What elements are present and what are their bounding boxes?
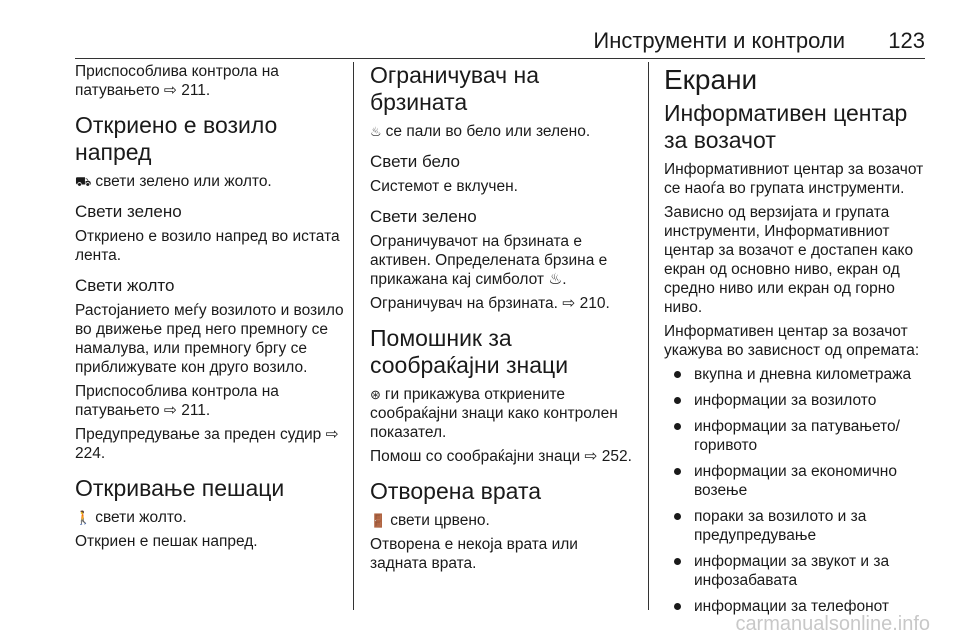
pedestrian-icon: 🚶 [75,510,92,525]
signs-line [370,385,632,442]
lit-green-text: Откриено е возило напред во истата лента. [75,228,340,264]
vehicle-ahead-icon: ⛟ [75,174,92,189]
lit-yellow-text: Растојанието меѓу возилото и возило во движење пред него премногу се намалува, или премногу бргу се приближувате кон друго возило. [75,302,344,376]
signs-reference: Помош со сообраќајни знаци ⇨ 252. [370,448,632,465]
running-title: Инструменти и контроли [593,28,845,53]
list-item: вкупна и дневна километража [664,365,926,384]
heading-pedestrian-detection: Откривање пешаци [75,475,285,501]
list-item: информации за патувањето/ горивото [664,417,926,455]
limiter-text: се пали во бело или зелено. [385,123,591,140]
heading-screens: Екрани [664,64,758,95]
door-line [370,511,632,530]
dic-indicates: Информативен центар за возачот укажува во зависност од опремата: [664,323,920,359]
heading-lit-green: Свети зелено [75,202,182,221]
heading-door-open: Отворена врата [370,478,542,504]
limiter-line [370,122,632,141]
column-3 [664,62,926,623]
page-number: 123 [888,28,925,53]
heading-speed-limiter: Ограничувач на брзината [370,62,540,115]
door-open-icon: 🚪 [370,513,387,528]
limiter-reference: Ограничувач на брзината. ⇨ 210. [370,295,610,312]
vehicle-ahead-line [75,172,347,191]
door-text: свети црвено. [390,512,490,529]
door-description: Отворена е некоја врата или задната врата. [370,536,578,572]
list-item: информации за звукот и за инфозабавата [664,552,926,590]
lit-white-text: Системот е вклучен. [370,178,518,195]
heading-driver-info-centre: Информативен центар за возачот [664,100,908,153]
column-1 [75,62,347,556]
header-rule [75,58,925,59]
column-2 [370,62,632,578]
column-divider-1 [353,62,354,610]
traffic-sign-icon: ⊛ [370,387,381,402]
heading-lit-green-2: Свети зелено [370,207,477,226]
watermark: carmanualsonline.info [735,613,930,635]
column-divider-2 [648,62,649,610]
pedestrian-text: свети жолто. [95,509,187,526]
pedestrian-line [75,508,347,527]
page-header [75,28,925,58]
pedestrian-detected-text: Откриен е пешак напред. [75,533,258,550]
heading-lit-white: Свети бело [370,152,461,171]
vehicle-ahead-text: свети зелено или жолто. [95,173,272,190]
heading-traffic-sign-assistant: Помошник за сообраќајни знаци [370,325,569,378]
heading-lit-yellow: Свети жолто [75,276,175,295]
dic-versions: Зависно од верзијата и групата инструменти, Информативниот центар за возачот е достапен како екран од основно ниво, екран од средно ниво или екран од горно ниво. [664,204,914,316]
dic-feature-list [664,365,926,616]
acc-reference: Приспособлива контрола на патувањето ⇨ 211. [75,63,279,99]
acc-reference-2: Приспособлива контрола на патувањето ⇨ 211. [75,383,279,419]
list-item: информации за економично возење [664,462,926,500]
signs-text: ги прикажува откриените сообраќајни знаци како контролен показател. [370,386,618,441]
list-item: информации за возилото [664,391,926,410]
list-item: информации за телефонот [664,597,926,616]
list-item: пораки за возилото и за предупредување [664,507,926,545]
collision-warning-reference: Предупредување за преден судир ⇨ 224. [75,426,339,462]
heading-vehicle-ahead: Откриено е возило напред [75,112,278,165]
speed-limiter-icon: ♨ [370,124,382,139]
limiter-green-text: Ограничувачот на брзината е активен. Определената брзина е прикажана кај симболот ♨. [370,233,608,288]
dic-location: Информативниот центар за возачот се наоѓа во групата инструменти. [664,161,924,197]
